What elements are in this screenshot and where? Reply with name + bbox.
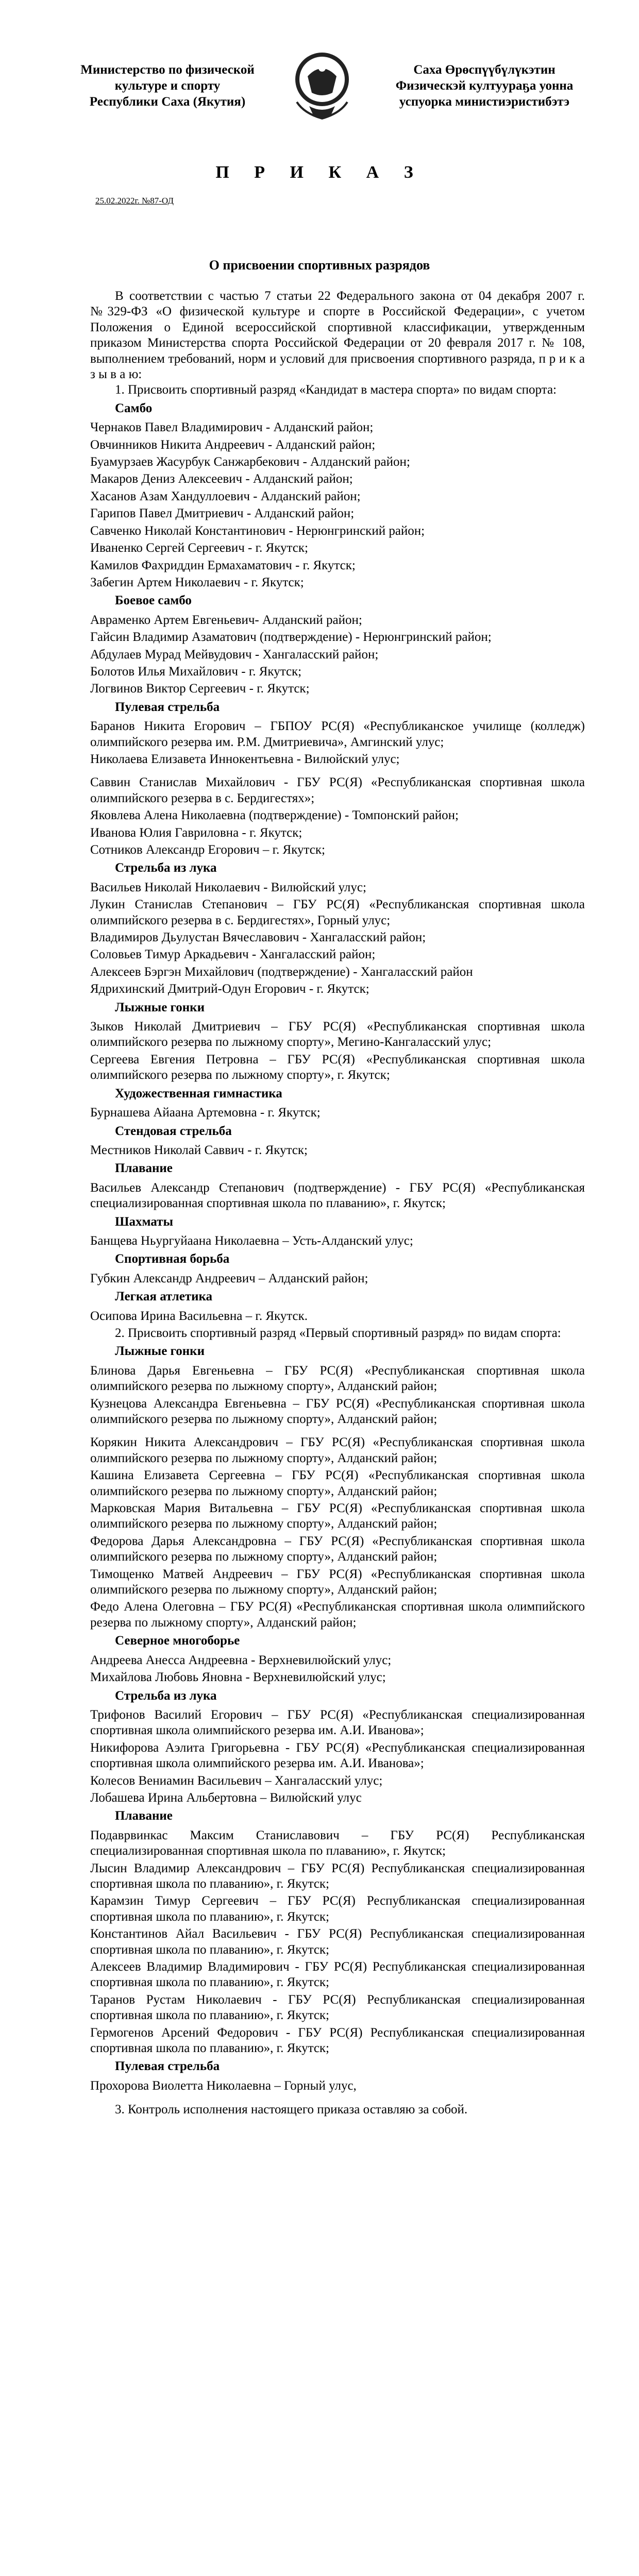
- athlete-entry: Таранов Рустам Николаевич - ГБУ РС(Я) Республиканская специализированная спортивная школа по плаванию», г. Якутск;: [90, 1992, 585, 2023]
- athlete-entry: Федорова Дарья Александровна – ГБУ РС(Я) «Республиканская спортивная школа олимпийского резерва по лыжному спорту», Алданский район;: [90, 1534, 585, 1564]
- athlete-entry: Буамурзаев Жасурбук Санжарбекович - Алданский район;: [90, 455, 410, 469]
- athlete-entry: Хасанов Азам Хандуллоевич - Алданский район;: [90, 489, 361, 503]
- sport-heading: Легкая атлетика: [115, 1290, 213, 1304]
- athlete-entry: Подаврвинкас Максим Станиславович – ГБУ РС(Я) Республиканская специализированная спортивная школа по плаванию», г. Якутск;: [90, 1828, 585, 1858]
- athlete-entry: Корякин Никита Александрович – ГБУ РС(Я) «Республиканская спортивная школа олимпийского резерва по лыжному спорту», Алданский район;: [90, 1435, 585, 1465]
- sport-heading: Художественная гимнастика: [115, 1086, 282, 1100]
- sport-heading: Стрельба из лука: [115, 861, 217, 875]
- preamble: В соответствии с частью 7 статьи 22 Федерального закона от 04 декабря 2007 г. №329-ФЗ «О физической культуре и спорте в Российской Федерации», с учетом Положения о Единой всероссийской спортивной классификации, утвержденным приказом Министерства спорта Российской Федерации от 20 февраля 2017 г. № 108, выполнением требований, норм и условий для присвоения спортивного разряда, п р и к а з ы в а ю:: [90, 289, 585, 382]
- sport-heading: Северное многоборье: [115, 1634, 240, 1648]
- athlete-entry: Васильев Николай Николаевич - Вилюйский улус;: [90, 880, 366, 894]
- athlete-entry: Иваненко Сергей Сергеевич - г. Якутск;: [90, 541, 308, 555]
- athlete-entry: Чернаков Павел Владимирович - Алданский район;: [90, 420, 374, 435]
- document-subject: О присвоении спортивных разрядов: [209, 258, 430, 273]
- athlete-entry: Прохорова Виолетта Николаевна – Горный улус,: [90, 2078, 357, 2093]
- sport-heading: Лыжные гонки: [115, 1000, 205, 1014]
- athlete-entry: Сергеева Евгения Петровна – ГБУ РС(Я) «Республиканская спортивная школа олимпийского резерва по лыжному спорту», г. Якутск;: [90, 1052, 585, 1082]
- sport-heading: Пулевая стрельба: [115, 700, 220, 714]
- sport-heading: Стендовая стрельба: [115, 1124, 232, 1138]
- athlete-entry: Кузнецова Александра Евгеньевна – ГБУ РС(Я) «Республиканская спортивная школа олимпийского резерва по лыжному спорту», Алданский район;: [90, 1396, 585, 1426]
- point-1: 1. Присвоить спортивный разряд «Кандидат в мастера спорта» по видам спорта:: [115, 383, 557, 397]
- athlete-entry: Сотников Александр Егорович – г. Якутск;: [90, 843, 325, 857]
- athlete-entry: Карамзин Тимур Сергеевич – ГБУ РС(Я) Республиканская специализированная спортивная школа по плаванию», г. Якутск;: [90, 1894, 585, 1924]
- athlete-entry: Блинова Дарья Евгеньевна – ГБУ РС(Я) «Республиканская спортивная школа олимпийского резерва по лыжному спорту», Алданский район;: [90, 1363, 585, 1394]
- athlete-entry: Савченко Николай Константинович - Нерюнгринский район;: [90, 523, 425, 538]
- athlete-entry: Андреева Анесса Андреевна - Верхневилюйский улус;: [90, 1653, 392, 1667]
- document-body: [90, 289, 585, 2118]
- athlete-entry: Марковская Мария Витальевна – ГБУ РС(Я) «Республиканская спортивная школа олимпийского резерва по лыжному спорту», Алданский район;: [90, 1501, 585, 1531]
- sport-heading: Боевое самбо: [115, 594, 192, 608]
- athlete-entry: Банщева Ньургуйаана Николаевна – Усть-Алданский улус;: [90, 1233, 413, 1248]
- athlete-entry: Соловьев Тимур Аркадьевич - Хангаласский район;: [90, 947, 376, 962]
- athlete-entry: Васильев Александр Степанович (подтверждение) - ГБУ РС(Я) «Республиканская специализированная спортивная школа по плаванию», г. Якутск;: [90, 1180, 585, 1211]
- athlete-entry: Кашина Елизавета Сергеевна – ГБУ РС(Я) «Республиканская спортивная школа олимпийского резерва по лыжному спорту», Алданский район;: [90, 1468, 585, 1498]
- athlete-entry: Губкин Александр Андреевич – Алданский район;: [90, 1271, 368, 1285]
- athlete-entry: Баранов Никита Егорович – ГБПОУ РС(Я) «Республиканское училище (колледж) олимпийского резерва им. Р.М. Дмитриевича», Амгинский улус;: [90, 719, 585, 749]
- athlete-entry: Иванова Юлия Гавриловна - г. Якутск;: [90, 825, 302, 840]
- sport-heading: Шахматы: [115, 1214, 173, 1229]
- athlete-entry: Гарипов Павел Дмитриевич - Алданский район;: [90, 506, 355, 521]
- athlete-entry: Алексеев Бэргэн Михайлович (подтверждение) - Хангаласский район: [90, 964, 473, 979]
- athlete-entry: Саввин Станислав Михайлович - ГБУ РС(Я) «Республиканская спортивная школа олимпийского резерва в с. Бердигестях»;: [90, 775, 585, 805]
- ministry-name-yakut: Саха Өрөспүүбүлүкэтин Физическэй култуураҕа уонна успуорка министиэристибэтэ: [395, 63, 574, 109]
- first-category-list: [90, 1344, 585, 2094]
- athlete-entry: Авраменко Артем Евгеньевич- Алданский район;: [90, 613, 362, 627]
- athlete-entry: Яковлева Алена Николаевна (подтверждение) - Томпонский район;: [90, 808, 459, 823]
- athlete-entry: Алексеев Владимир Владимирович - ГБУ РС(Я) Республиканская специализированная спортивная школа по плаванию», г. Якутск;: [90, 1960, 585, 1990]
- sport-heading: Стрельба из лука: [115, 1688, 217, 1703]
- athlete-entry: Камилов Фахриддин Ермахаматович - г. Якутск;: [90, 558, 356, 572]
- sport-heading: Самбо: [115, 401, 153, 415]
- athlete-entry: Абдулаев Мурад Мейвудович - Хангаласский район;: [90, 647, 379, 662]
- athlete-entry: Федо Алена Олеговна – ГБУ РС(Я) «Республиканская спортивная школа олимпийского резерва по лыжному спорту», Алданский район;: [90, 1600, 585, 1630]
- sport-heading: Плавание: [115, 1809, 173, 1823]
- athlete-entry: Трифонов Василий Егорович – ГБУ РС(Я) «Республиканская специализированная спортивная школа олимпийского резерва им. А.И. Иванова»;: [90, 1707, 585, 1738]
- coat-of-arms-emblem: [291, 50, 354, 125]
- athlete-entry: Владимиров Дьулустан Вячеславович - Хангаласский район;: [90, 930, 426, 945]
- athlete-entry: Константинов Айал Васильевич - ГБУ РС(Я) Республиканская специализированная спортивная школа по плаванию», г. Якутск;: [90, 1927, 585, 1957]
- athlete-entry: Лукин Станислав Степанович – ГБУ РС(Я) «Республиканская спортивная школа олимпийского резерва в с. Бердигестях», Горный улус;: [90, 897, 585, 927]
- sport-heading: Лыжные гонки: [115, 1344, 205, 1359]
- list-gap: [90, 769, 585, 774]
- athlete-entry: Овчинников Никита Андреевич - Алданский район;: [90, 437, 376, 452]
- athlete-entry: Макаров Дениз Алексеевич - Алданский район;: [90, 472, 353, 486]
- athlete-entry: Болотов Илья Михайлович - г. Якутск;: [90, 664, 302, 679]
- athlete-entry: Местников Николай Саввич - г. Якутск;: [90, 1143, 308, 1157]
- athlete-entry: Николаева Елизавета Иннокентьевна - Вилюйский улус;: [90, 752, 400, 766]
- athlete-entry: Бурнашева Айаана Артемовна - г. Якутск;: [90, 1106, 321, 1120]
- sport-heading: Плавание: [115, 1161, 173, 1176]
- point-3: 3. Контроль исполнения настоящего приказа оставляю за собой.: [115, 2103, 468, 2117]
- document-title: П Р И К А З: [215, 163, 424, 182]
- athlete-entry: Гайсин Владимир Азаматович (подтверждение) - Нерюнгринский район;: [90, 630, 492, 645]
- sport-heading: Пулевая стрельба: [115, 2059, 220, 2074]
- athlete-entry: Осипова Ирина Васильевна – г. Якутск.: [90, 1309, 308, 1323]
- list-gap: [90, 1429, 585, 1434]
- athlete-entry: Тимощенко Матвей Андреевич – ГБУ РС(Я) «Республиканская спортивная школа олимпийского резерва по лыжному спорту», Алданский район;: [90, 1567, 585, 1597]
- candidate-master-list: [90, 401, 585, 1324]
- ministry-name-russian: Министерство по физической культуре и спорту Республики Саха (Якутия): [80, 63, 255, 109]
- athlete-entry: Колесов Вениамин Васильевич – Хангаласский улус;: [90, 1773, 383, 1788]
- athlete-entry: Никифорова Аэлита Григорьевна - ГБУ РС(Я) «Республиканская специализированная спортивная школа олимпийского резерва им. А.И. Иванова»;: [90, 1740, 585, 1771]
- athlete-entry: Лысин Владимир Александрович – ГБУ РС(Я) Республиканская специализированная спортивная школа по плаванию», г. Якутск;: [90, 1861, 585, 1891]
- point-2: 2. Присвоить спортивный разряд «Первый спортивный разряд» по видам спорта:: [115, 1326, 561, 1340]
- document-date-number: 25.02.2022г. №87-ОД: [95, 196, 174, 206]
- athlete-entry: Логвинов Виктор Сергеевич - г. Якутск;: [90, 682, 310, 696]
- athlete-entry: Зыков Николай Дмитриевич – ГБУ РС(Я) «Республиканская спортивная школа олимпийского резерва по лыжному спорту», Мегино-Кангаласский улус;: [90, 1020, 585, 1049]
- athlete-entry: Забегин Артем Николаевич - г. Якутск;: [90, 575, 304, 589]
- athlete-entry: Михайлова Любовь Яновна - Верхневилюйский улус;: [90, 1670, 386, 1685]
- athlete-entry: Лобашева Ирина Альбертовна – Вилюйский улус: [90, 1790, 362, 1805]
- athlete-entry: Ядрихинский Дмитрий-Одун Егорович - г. Якутск;: [90, 982, 369, 996]
- sport-heading: Спортивная борьба: [115, 1252, 230, 1266]
- athlete-entry: Гермогенов Арсений Федорович - ГБУ РС(Я) Республиканская специализированная спортивная школа по плаванию», г. Якутск;: [90, 2025, 585, 2056]
